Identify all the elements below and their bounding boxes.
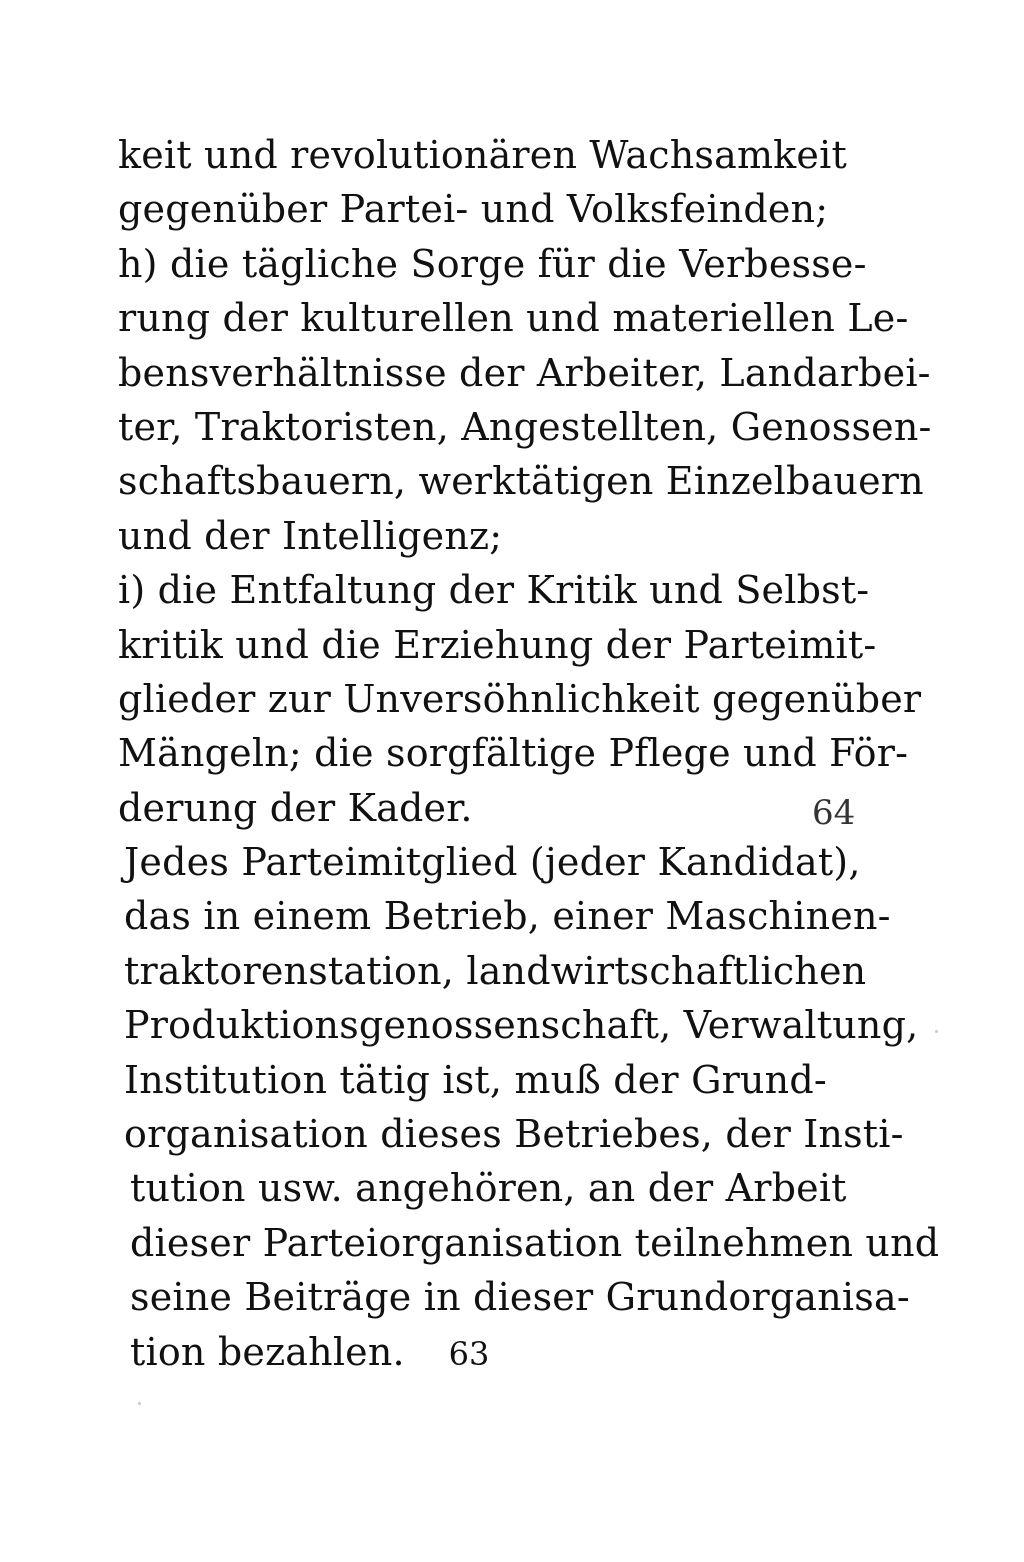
- text-line: kritik und die Erziehung der Parteimit-: [118, 622, 877, 667]
- text-line: das in einem Betrieb, einer Maschinen-: [124, 894, 891, 939]
- text-line: gegenüber Partei- und Volksfeinden;: [118, 187, 829, 232]
- text-line: organisation dieses Betriebes, der Insti-: [124, 1112, 904, 1157]
- text-line: traktorenstation, landwirtschaftlichen: [124, 948, 867, 993]
- text-line: tion bezahlen.: [130, 1329, 405, 1374]
- text-line: schaftsbauern, werktätigen Einzelbauern: [118, 459, 924, 504]
- text-line: ter, Traktoristen, Angestellten, Genossen-: [118, 404, 932, 449]
- text-line: bensverhältnisse der Arbeiter, Landarbei-: [118, 350, 931, 395]
- text-line: rung der kulturellen und materiellen Le-: [118, 296, 909, 341]
- page-number-container: [0, 1334, 1024, 1374]
- margin-paragraph-number: 64: [812, 793, 856, 833]
- text-line: derung der Kader.: [118, 785, 473, 830]
- text-line: h) die tägliche Sorge für die Verbesse-: [118, 241, 867, 286]
- text-line: i) die Entfaltung der Kritik und Selbst-: [118, 568, 870, 613]
- text-line: Mängeln; die sorgfältige Pflege und För-: [118, 731, 909, 776]
- text-line: tution usw. angehören, an der Arbeit: [130, 1166, 847, 1211]
- paper-speck: [138, 1402, 141, 1405]
- text-line: Produktionsgenossenschaft, Verwaltung,: [124, 1003, 919, 1048]
- text-line: glieder zur Unversöhnlichkeit gegenüber: [118, 676, 922, 721]
- page-number: 63: [448, 1335, 490, 1373]
- text-line: und der Intelligenz;: [118, 513, 503, 558]
- text-line: Jedes Parteimitglied (jeder Kandidat),: [124, 840, 861, 885]
- text-line: seine Beiträge in dieser Grundorganisa-: [130, 1275, 910, 1320]
- text-line: keit und revolutionären Wachsamkeit: [118, 133, 847, 177]
- text-line: dieser Parteiorganisation teilnehmen und: [130, 1220, 940, 1265]
- paper-speck: [935, 1030, 938, 1033]
- text-line: Institution tätig ist, muß der Grund-: [124, 1057, 827, 1102]
